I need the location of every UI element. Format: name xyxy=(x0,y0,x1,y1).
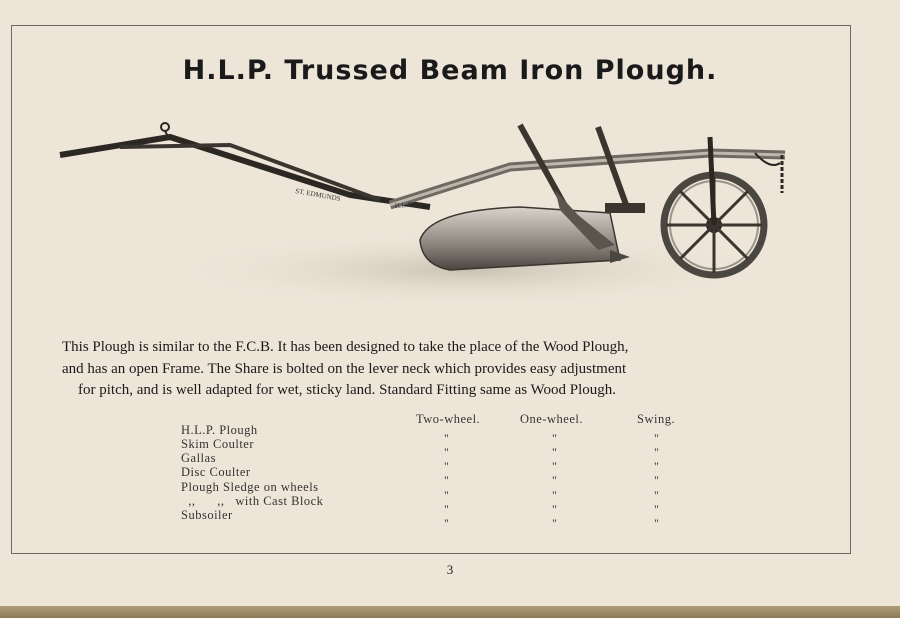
beam-label-edmunds: ST. EDMUNDS xyxy=(294,187,342,203)
ditto-mark: " xyxy=(444,502,449,516)
ditto-mark: " xyxy=(444,516,449,530)
description-line: This Plough is similar to the F.C.B. It has been designed to take the place of the Wood Plough, xyxy=(62,339,629,355)
description-line: for pitch, and is well adapted for wet, sticky land. Standard Fitting same as Wood Plough. xyxy=(78,382,617,398)
beam-label-hlp: H.L.P. xyxy=(394,200,413,210)
row-label: Disc Coulter xyxy=(181,465,251,479)
row-label: Gallas xyxy=(181,451,216,465)
ditto-mark: " xyxy=(654,473,659,487)
ditto-mark: " xyxy=(444,431,449,445)
ditto-mark: " xyxy=(654,445,659,459)
ditto-mark: " xyxy=(444,473,449,487)
row-label: Subsoiler xyxy=(181,508,233,522)
row-label: Plough Sledge on wheels xyxy=(181,480,319,494)
description xyxy=(62,337,802,402)
ditto-mark: " xyxy=(552,488,557,502)
row-label: H.L.P. Plough xyxy=(181,423,258,437)
ditto-mark: " xyxy=(654,516,659,530)
row-label: ,, ,, with Cast Block xyxy=(181,494,324,508)
ditto-mark: " xyxy=(444,488,449,502)
ditto-mark: " xyxy=(654,502,659,516)
row-label: Skim Coulter xyxy=(181,437,255,451)
column-header-swing: Swing. xyxy=(637,412,676,426)
ditto-mark: " xyxy=(552,516,557,530)
column-header-one-wheel: One-wheel. xyxy=(520,412,583,426)
ditto-mark: " xyxy=(654,488,659,502)
ditto-mark: " xyxy=(552,445,557,459)
plough-illustration xyxy=(50,115,810,315)
page-number: 3 xyxy=(446,562,454,577)
ditto-mark: " xyxy=(654,431,659,445)
ditto-mark: " xyxy=(552,502,557,516)
ditto-mark: " xyxy=(552,431,557,445)
page-title: H.L.P. Trussed Beam Iron Plough. xyxy=(182,55,718,86)
ditto-mark: " xyxy=(444,445,449,459)
ditto-mark: " xyxy=(654,459,659,473)
page-edge xyxy=(0,606,900,618)
description-line: and has an open Frame. The Share is bolted on the lever neck which provides easy adjustment xyxy=(62,360,627,377)
ditto-mark: " xyxy=(552,459,557,473)
column-header-two-wheel: Two-wheel. xyxy=(416,412,481,426)
ditto-mark: " xyxy=(552,473,557,487)
ditto-mark: " xyxy=(444,459,449,473)
